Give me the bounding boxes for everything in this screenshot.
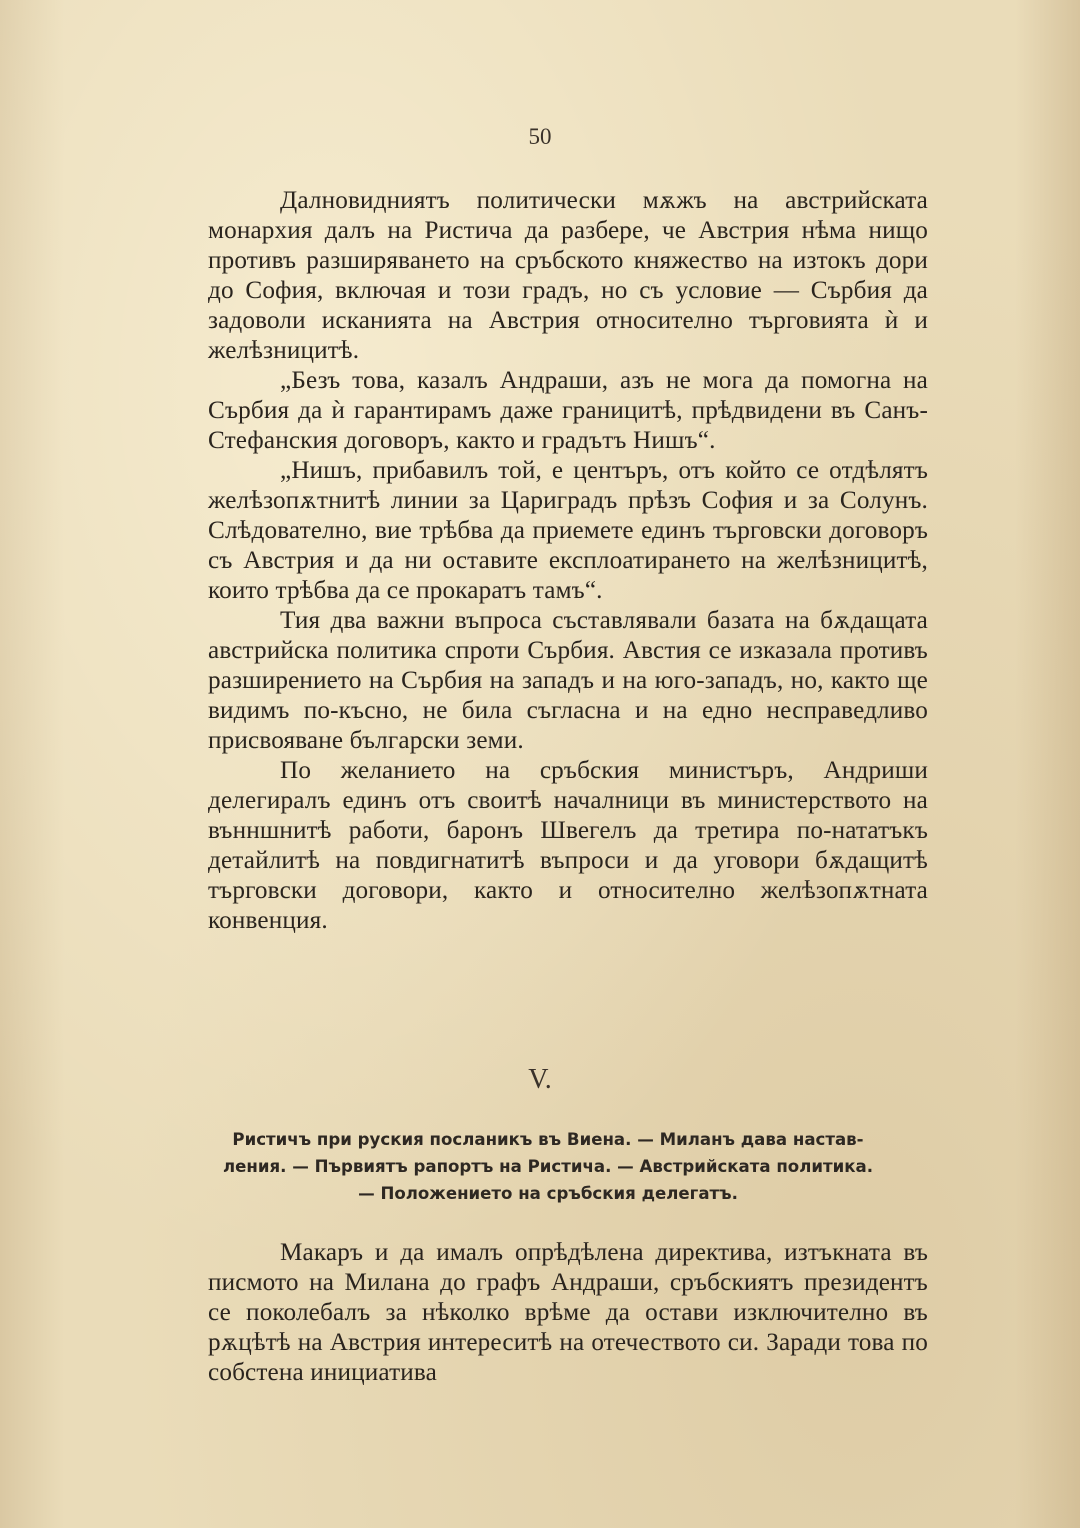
paragraph: По желанието на сръбския министъръ, Андриши делегиралъ единъ отъ своитѣ началници въ министерството на вънншнитѣ работи, баронъ Швегелъ да третира по-нататъкъ детайлитѣ на повдигнатитѣ въпроси и да уговори бѫдащитѣ търговски договори, както и относително желѣзопѫтната конвенция. bbox=[208, 757, 928, 934]
paragraph: „Безъ това, казалъ Андраши, азъ не мога да помогна на Сърбия да ѝ гарантирамъ даже границитѣ, прѣдвидени въ Санъ-Стефанския договоръ, както и градътъ Нишъ“. bbox=[208, 367, 928, 454]
chapter-summary: Ристичъ при руския посланикъ въ Виена. — Миланъ дава наставления. — Първиятъ рапортъ на Ристича. — Австрийската политика. — Положението на сръбския делегатъ. bbox=[223, 1130, 873, 1203]
paragraph: „Нишъ, прибавилъ той, е центъръ, отъ който се отдѣлятъ желѣзопѫтнитѣ линии за Цариградъ прѣзъ София и за Солунъ. Слѣдователно, вие трѣбва да приемете единъ търговски договоръ съ Австрия и да ни оставите експлоатирането на желѣзницитѣ, които трѣбва да се прокаратъ тамъ“. bbox=[208, 457, 928, 604]
paragraph: Тия два важни въпроса съставлявали базата на бѫдащата австрийска политика спроти Сърбия. Австия се изказала противъ разширението на Сърбия на западъ и на юго-западъ, но, както ще видимъ по-късно, не била съгласна и на едно несправедливо присвояване български земи. bbox=[208, 607, 928, 754]
body-text-section-one bbox=[208, 186, 928, 936]
page-number: 50 bbox=[528, 124, 552, 149]
paragraph: Макаръ и да ималъ опрѣдѣлена директива, изтъкната въ писмото на Милана до графъ Андраши, сръбскиятъ президентъ се поколебалъ за нѣколко врѣме да остави изключително въ рѫцѣтѣ на Австрия интереситѣ на отечеството си. Заради това по собстена инициатива bbox=[208, 1239, 928, 1386]
body-text-section-two bbox=[208, 1238, 928, 1388]
chapter-number: V. bbox=[528, 1064, 552, 1095]
paragraph: Далновидниятъ политически мѫжъ на австрийската монархия далъ на Ристича да разбере, че Австрия нѣма нищо противъ разширяването на сръбското княжество на изтокъ дори до София, включая и този градъ, но съ условие — Сърбия да задоволи исканията на Австрия относително търговията ѝ и желѣзницитѣ. bbox=[208, 187, 928, 364]
